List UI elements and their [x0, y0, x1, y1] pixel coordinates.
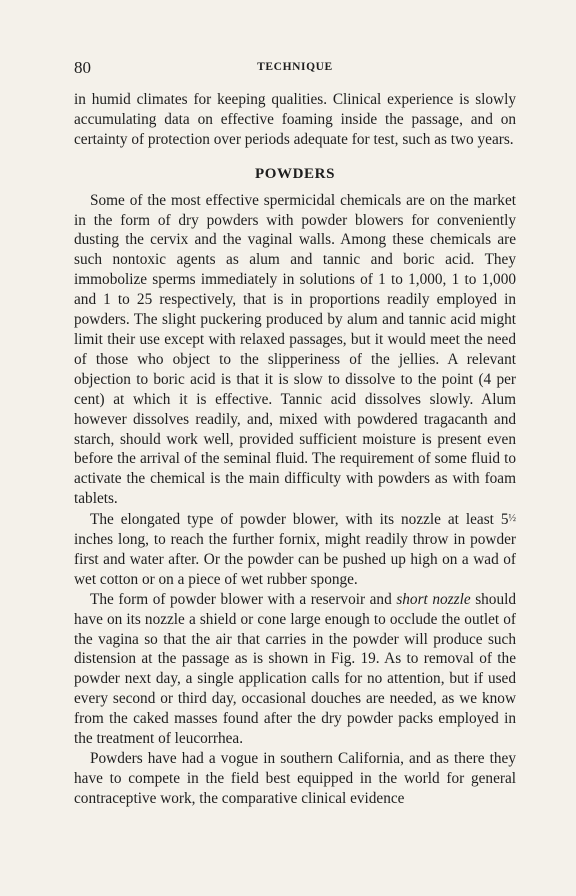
running-head: TECHNIQUE: [257, 61, 333, 73]
page-number: 80: [74, 58, 91, 77]
section-title: POWDERS: [254, 165, 336, 182]
emphasis-short-nozzle: short nozzle: [396, 590, 471, 608]
paragraph-powders: Some of the most effective spermicidal chemicals are on the market in the form of dry powders with powder blowers for conveniently dusting the cervix and the vaginal walls. Among these chemicals are such nontoxic agents as alum and tannic and boric acid. They immobolize sperms immediately in solutions of 1 to 1,000, 1 to 1,000 and 1 to 25 respectively, that is in proportions readily employed in powders. The slight puckering produced by alum and tannic acid might limit their use except with relaxed passages, but it would meet the need of those who object to the slipperiness of the jellies. A relevant objection to boric acid is that it is slow to dissolve to the point (4 per cent) at which it is effective. Tannic acid dissolves slowly. Alum however dissolves readily, and, mixed with powdered tragacanth and starch, should work well, provided sufficient moisture is present even before the arrival of the seminal fluid. The requirement of some fluid to activate the chemical is the main difficulty with powders as with foam tablets.: [74, 191, 516, 508]
paragraph-blower: [74, 509, 516, 590]
fraction-half: ½: [508, 513, 516, 525]
paragraph-blower-text-2: inches long, to reach the further fornix, might readily throw in powder first and water after. Or the powder can be pushed up high on a wad of wet cotton or on a piece of wet rubber sponge.: [74, 531, 516, 588]
paragraph-reservoir: [74, 590, 516, 749]
page-header: [74, 58, 516, 80]
paragraph-reservoir-text-2: should have on its nozzle a shield or cone large enough to occlude the outlet of the vagina so that the air that carries in the powder will produce such distension at the passage as is shown in Fig. 19. As to removal of the powder next day, a single application calls for no attention, but if used every second or third day, occasional douches are needed, as we know from the caked masses found after the dry powder packs employed in the treatment of leucorrhea.: [74, 590, 516, 748]
paragraph-reservoir-text-1: The form of powder blower with a reservoir and: [90, 590, 397, 608]
page-body: [74, 90, 516, 809]
paragraph-blower-text-1: The elongated type of powder blower, with its nozzle at least 5: [90, 511, 509, 529]
paragraph-california: Powders have had a vogue in southern California, and as there they have to compete in the field best equipped in the world for general contraceptive work, the comparative clinical evidence: [74, 750, 516, 807]
paragraph-intro: in humid climates for keeping qualities. Clinical experience is slowly accumulating data on effective foaming inside the passage, and on certainty of protection over periods adequate for test, such as two years.: [74, 91, 516, 148]
